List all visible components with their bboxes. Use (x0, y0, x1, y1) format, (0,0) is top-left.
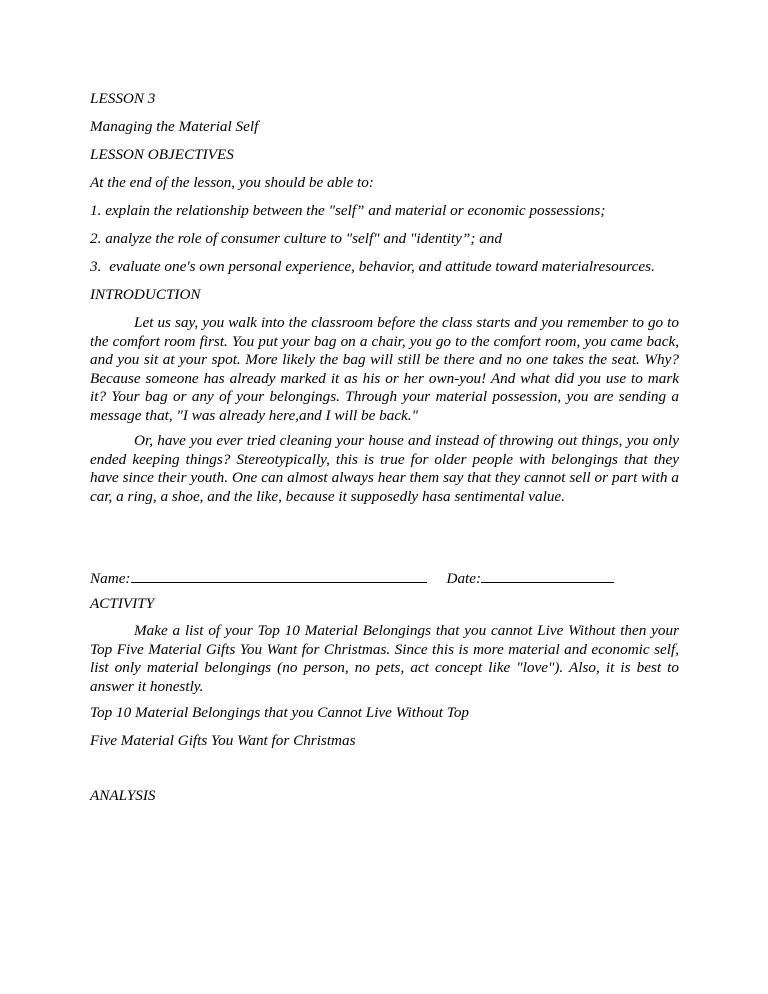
objective-number: 3. (90, 258, 102, 275)
intro-paragraph: Let us say, you walk into the classroom before the class starts and you remember to go to the comfort room first. You put your bag on a chair, you go to the comfort room, you came back, and you sit at your spot. More likely the bag will still be there and no one takes the seat. Why? Because someone has already marked it as his or her own-you! And what did you use to mark it? Your bag or any of your belongings. Through your material possession, you are sending a message that, "I was already here,and I will be back." (90, 314, 679, 424)
list-heading-line: Five Material Gifts You Want for Christmas (90, 732, 356, 749)
objective-number: 1. (90, 202, 102, 219)
activity-heading: ACTIVITY (90, 595, 155, 612)
name-date-row (90, 568, 614, 588)
date-field[interactable] (481, 568, 614, 583)
objective-text: analyze the role of consumer culture to "self" and "identity”; and (105, 230, 502, 247)
objective-item (90, 202, 605, 220)
analysis-heading: ANALYSIS (90, 787, 156, 804)
objectives-heading: LESSON OBJECTIVES (90, 146, 234, 163)
activity-paragraph: Make a list of your Top 10 Material Belongings that you cannot Live Without then your Top Five Material Gifts You Want for Christmas. Since this is more material and economic self, list only material belongings (no person, no pets, act concept like "love"). Also, it is best to answer it honestly. (90, 622, 679, 695)
date-label: Date: (446, 570, 482, 587)
intro-paragraph: Or, have you ever tried cleaning your house and instead of throwing out things, you only ended keeping things? Stereotypically, this is true for older people with belongings that they have since their youth. One can almost always hear them say that they cannot sell or part with a car, a ring, a shoe, and the like, because it supposedly hasa sentimental value. (90, 432, 679, 505)
list-heading-line: Top 10 Material Belongings that you Cannot Live Without Top (90, 704, 470, 721)
name-label: Name: (90, 570, 131, 587)
name-field[interactable] (131, 568, 427, 583)
objective-text: explain the relationship between the "self” and material or economic possessions; (105, 202, 606, 219)
objectives-intro: At the end of the lesson, you should be able to: (90, 174, 374, 191)
objective-item (90, 258, 655, 276)
objective-text: evaluate one's own personal experience, behavior, and attitude toward materialresources. (109, 258, 655, 275)
lesson-title: Managing the Material Self (90, 118, 259, 135)
introduction-heading: INTRODUCTION (90, 286, 201, 303)
lesson-label: LESSON 3 (90, 90, 156, 107)
objective-number: 2. (90, 230, 102, 247)
objective-item (90, 230, 502, 248)
